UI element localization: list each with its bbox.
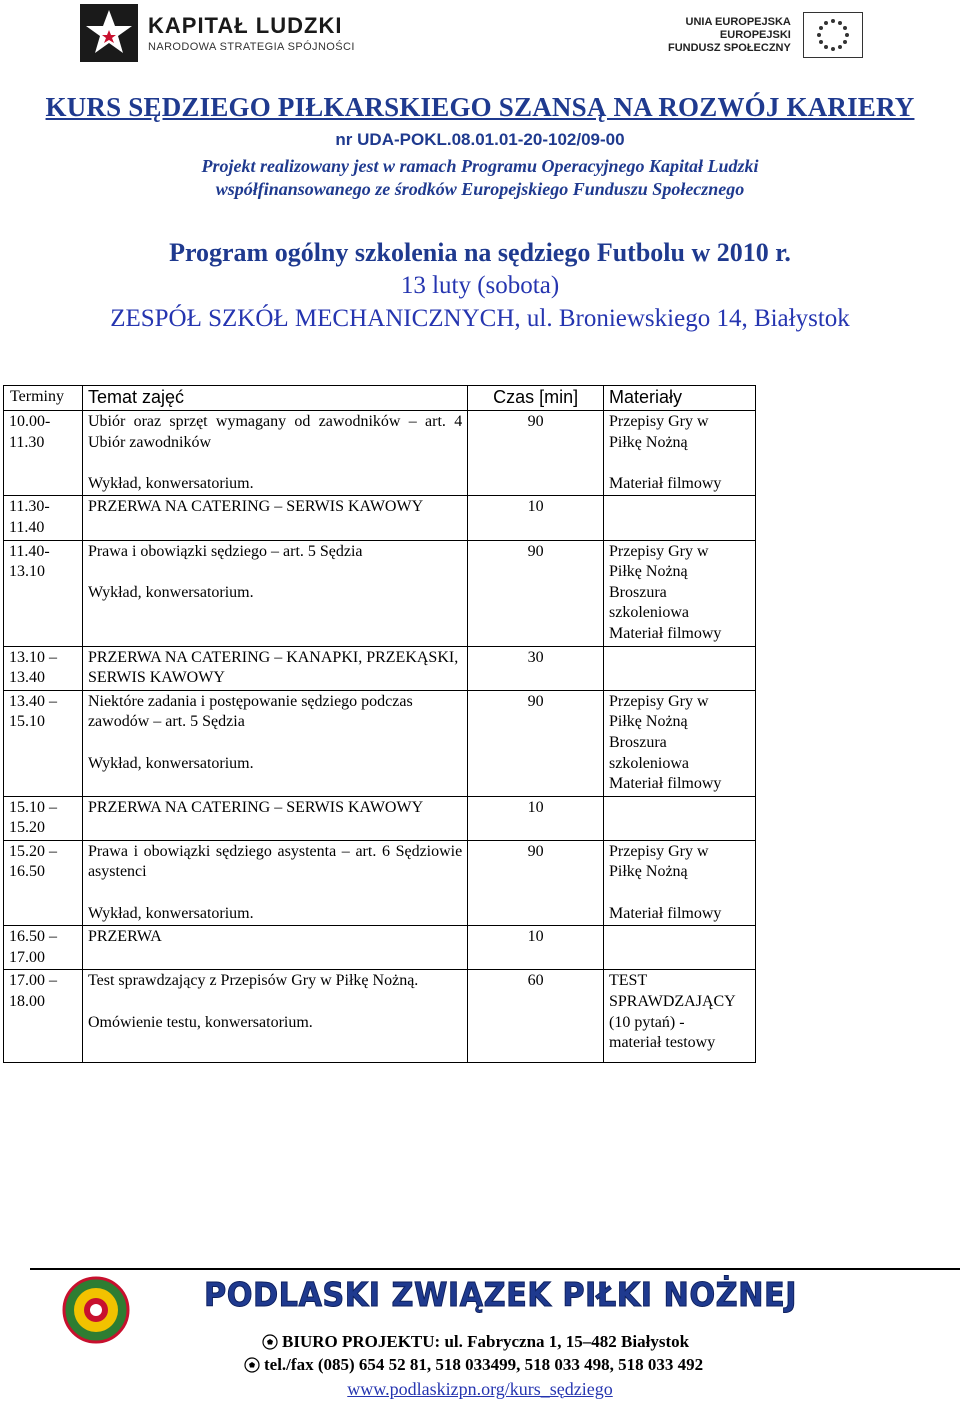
eu-logo	[668, 12, 863, 58]
project-number: nr UDA-POKL.08.01.01-20-102/09-00	[335, 130, 625, 149]
football-icon	[262, 1334, 278, 1350]
header-czas: Czas [min]	[468, 386, 604, 411]
row-form: Wykład, konwersatorium.	[87, 583, 254, 601]
table-row	[4, 926, 756, 970]
row-materials-extra: Materiał filmowy	[609, 474, 722, 492]
row-topic: Prawa i obowiązki sędziego asystenta – art. 6 Sędziowie asystenci	[87, 842, 463, 881]
organization-name: PODLASKI ZWIĄZEK PIŁKI NOŻNEJ	[204, 1275, 797, 1314]
schedule-table	[3, 385, 756, 1063]
row-time: 13.10 – 13.40	[4, 646, 83, 690]
kapital-ludzki-star-icon	[80, 4, 138, 62]
footer-address-text: BIURO PROJEKTU: ul. Fabryczna 1, 15–482 Białystok	[282, 1332, 690, 1351]
row-materials: Przepisy Gry w Piłkę Nożną Broszura szkoleniowa Materiał filmowy	[604, 540, 756, 646]
row-minutes: 90	[468, 840, 604, 925]
row-form: Wykład, konwersatorium.	[87, 474, 254, 492]
kapital-ludzki-title: KAPITAŁ LUDZKI	[148, 13, 343, 38]
row-form: Wykład, konwersatorium.	[87, 904, 254, 922]
row-form: Wykład, konwersatorium.	[87, 754, 254, 772]
header-temat: Temat zajęć	[82, 386, 467, 411]
row-minutes: 90	[468, 411, 604, 496]
row-minutes: 10	[468, 796, 604, 840]
table-row	[4, 496, 756, 540]
row-time: 11.30- 11.40	[4, 496, 83, 540]
training-date: 13 luty (sobota)	[400, 272, 560, 299]
training-place: ZESPÓŁ SZKÓŁ MECHANICZNYCH, ul. Broniewskiego 14, Białystok	[110, 305, 850, 332]
header-terminy: Terminy	[4, 386, 83, 411]
table-row	[4, 840, 756, 925]
row-minutes: 10	[468, 496, 604, 540]
row-topic: Ubiór oraz sprzęt wymagany od zawodników – art. 4 Ubiór zawodników	[87, 413, 463, 451]
eu-flag-icon	[803, 12, 863, 58]
kapital-ludzki-subtitle: NARODOWA STRATEGIA SPÓJNOŚCI	[148, 41, 355, 53]
table-header-row	[4, 386, 756, 411]
row-minutes: 60	[468, 970, 604, 1063]
table-row	[4, 540, 756, 646]
row-topic: Prawa i obowiązki sędziego – art. 5 Sędzia	[87, 542, 363, 560]
row-materials: Przepisy Gry w Piłkę Nożną	[609, 842, 709, 881]
row-form: Omówienie testu, konwersatorium.	[87, 1013, 313, 1031]
table-row	[4, 796, 756, 840]
row-topic: PRZERWA	[87, 928, 162, 946]
row-materials-extra: Materiał filmowy	[609, 904, 722, 922]
row-topic: PRZERWA NA CATERING – SERWIS KAWOWY	[87, 798, 424, 816]
table-row	[4, 690, 756, 796]
row-minutes: 90	[468, 540, 604, 646]
row-time: 13.40 – 15.10	[4, 690, 83, 796]
table-row	[4, 646, 756, 690]
pzpn-crest-icon	[62, 1276, 130, 1344]
row-time: 16.50 – 17.00	[4, 926, 83, 970]
project-description-line-1: Projekt realizowany jest w ramach Programu Operacyjnego Kapitał Ludzki	[201, 156, 759, 176]
row-materials: Przepisy Gry w Piłkę Nożną	[609, 413, 709, 451]
eu-line-3: FUNDUSZ SPOŁECZNY	[668, 41, 791, 54]
row-topic: PRZERWA NA CATERING – SERWIS KAWOWY	[87, 498, 424, 516]
header-materialy: Materiały	[604, 386, 756, 411]
row-materials: TEST SPRAWDZAJĄCY (10 pytań) - materiał testowy	[604, 970, 756, 1063]
eu-line-2: EUROPEJSKI	[719, 28, 791, 41]
row-topic: PRZERWA NA CATERING – KANAPKI, PRZEKĄSKI, SERWIS KAWOWY	[87, 648, 459, 687]
footer-divider	[30, 1268, 960, 1270]
table-row	[4, 411, 756, 496]
row-minutes: 90	[468, 690, 604, 796]
row-minutes: 30	[468, 646, 604, 690]
row-time: 17.00 – 18.00	[4, 970, 83, 1063]
project-description-line-2: współfinansowanego ze środków Europejskiego Funduszu Społecznego	[215, 179, 745, 199]
row-time: 15.20 – 16.50	[4, 840, 83, 925]
row-time: 10.00- 11.30	[4, 411, 83, 496]
row-time: 15.10 – 15.20	[4, 796, 83, 840]
eu-line-1: UNIA EUROPEJSKA	[685, 15, 791, 28]
website-link[interactable]: www.podlaskizpn.org/kurs_sędziego	[347, 1379, 613, 1399]
course-title: KURS SĘDZIEGO PIŁKARSKIEGO SZANSĄ NA ROZWÓJ KARIERY	[45, 92, 915, 122]
footer-phone	[244, 1355, 703, 1375]
kapital-ludzki-logo	[80, 4, 355, 62]
footer-address	[262, 1332, 689, 1352]
row-topic: Niektóre zadania i postępowanie sędziego podczas zawodów – art. 5 Sędzia	[87, 692, 413, 731]
row-minutes: 10	[468, 926, 604, 970]
program-title: Program ogólny szkolenia na sędziego Futbolu w 2010 r.	[169, 238, 791, 267]
table-row	[4, 970, 756, 1063]
footer-phone-text: tel./fax (085) 654 52 81, 518 033499, 518 033 498, 518 033 492	[264, 1355, 704, 1374]
row-materials: Przepisy Gry w Piłkę Nożną Broszura szkoleniowa Materiał filmowy	[604, 690, 756, 796]
football-icon	[244, 1357, 260, 1373]
row-time: 11.40- 13.10	[4, 540, 83, 646]
row-topic: Test sprawdzający z Przepisów Gry w Piłkę Nożną.	[87, 972, 419, 990]
